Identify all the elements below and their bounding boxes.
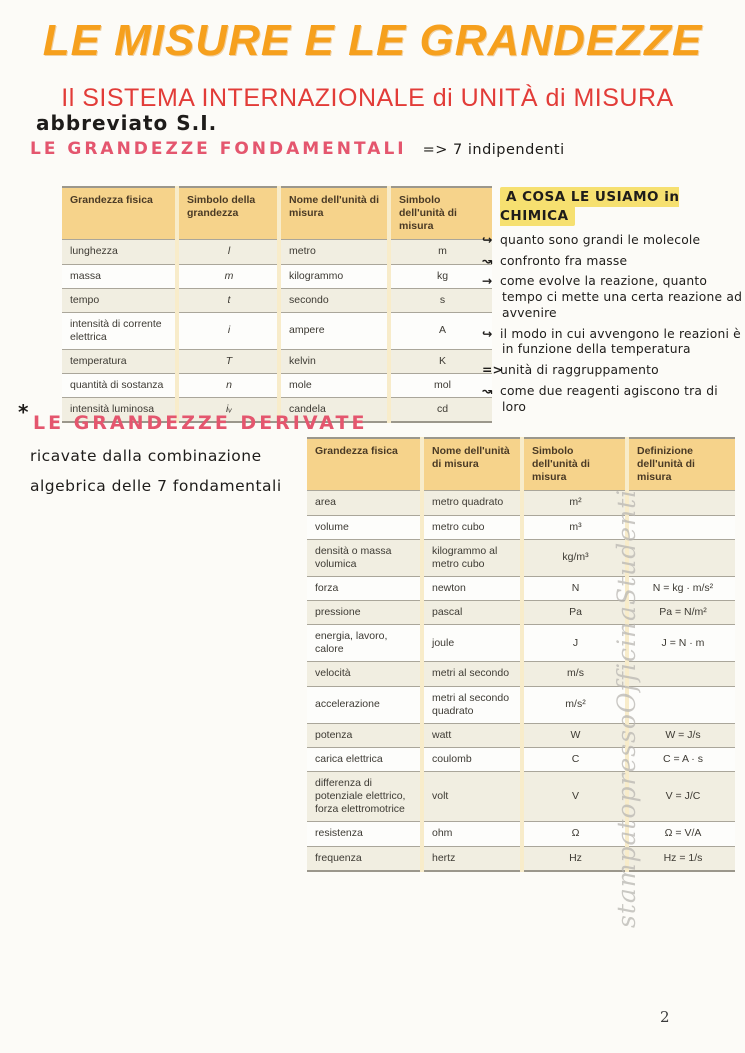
table-cell: temperatura — [62, 350, 177, 374]
column-header: Definizione dell'unità di misura — [627, 438, 735, 491]
table-row — [307, 576, 735, 600]
table-cell: kilogrammo — [279, 264, 389, 288]
derived-subnote-line1: ricavate dalla combinazione — [30, 447, 262, 465]
table-cell: kilogrammo al metro cubo — [422, 539, 522, 576]
table-row — [307, 822, 735, 846]
page-number: 2 — [660, 1008, 670, 1026]
note-text: il modo in cui avvengono le reazioni è in funzione della temperatura — [500, 326, 741, 357]
table-cell: hertz — [422, 846, 522, 871]
table-header-row — [307, 438, 735, 491]
page-title: LE MISURE E LE GRANDEZZE — [42, 16, 703, 65]
table-cell: A — [389, 312, 492, 349]
table-cell: metri al secondo — [422, 662, 522, 686]
column-header: Simbolo dell'unità di misura — [389, 187, 492, 240]
table-cell: iᵥ — [177, 398, 279, 423]
table-cell: Ω — [522, 822, 627, 846]
table-cell: kg/m³ — [522, 539, 627, 576]
table-cell: n — [177, 374, 279, 398]
table-cell: mol — [389, 374, 492, 398]
table-row — [62, 288, 492, 312]
table-cell: t — [177, 288, 279, 312]
arrow-icon: => — [482, 363, 504, 378]
table-cell — [627, 686, 735, 723]
table-cell: m³ — [522, 515, 627, 539]
table-cell: tempo — [62, 288, 177, 312]
table-cell: l — [177, 240, 279, 264]
table-row — [62, 350, 492, 374]
table-cell: metri al secondo quadrato — [422, 686, 522, 723]
table-row — [307, 662, 735, 686]
table-cell: m² — [522, 491, 627, 515]
note-item — [482, 384, 745, 415]
watermark: stampatopressoOfficinaStudenti — [612, 488, 641, 928]
note-text: quanto sono grandi le molecole — [500, 233, 701, 247]
table-row — [62, 374, 492, 398]
table-cell: Ω = V/A — [627, 822, 735, 846]
table-row — [307, 846, 735, 871]
table-cell — [627, 491, 735, 515]
table-cell: intensità di corrente elettrica — [62, 312, 177, 349]
table-cell: quantità di sostanza — [62, 374, 177, 398]
fundamental-quantities-table — [62, 186, 492, 423]
note-item — [482, 274, 745, 321]
arrow-icon: ↝ — [482, 383, 493, 398]
table-cell: metro quadrato — [422, 491, 522, 515]
note-item — [482, 233, 745, 249]
table-cell: m — [389, 240, 492, 264]
table-cell: accelerazione — [307, 686, 422, 723]
table-cell: pascal — [422, 601, 522, 625]
table-cell: carica elettrica — [307, 747, 422, 771]
fundamental-heading-text: LE GRANDEZZE FONDAMENTALI — [30, 139, 407, 159]
table-row — [307, 686, 735, 723]
notes-title — [500, 186, 745, 224]
table-cell: coulomb — [422, 747, 522, 771]
table-header-row — [62, 187, 492, 240]
arrow-icon: ↪ — [482, 326, 493, 341]
note-text: unità di raggruppamento — [500, 363, 659, 378]
table-cell: pressione — [307, 601, 422, 625]
table-cell: J — [522, 625, 627, 662]
table-cell: massa — [62, 264, 177, 288]
table-cell: Pa — [522, 601, 627, 625]
column-header: Grandezza fisica — [307, 438, 422, 491]
table-cell: N — [522, 576, 627, 600]
table-cell: m/s² — [522, 686, 627, 723]
table-row — [307, 491, 735, 515]
table-row — [307, 772, 735, 822]
asterisk-marker: * — [18, 400, 29, 424]
table-cell: potenza — [307, 723, 422, 747]
table-cell: T — [177, 350, 279, 374]
table-cell: i — [177, 312, 279, 349]
table-cell: joule — [422, 625, 522, 662]
notes-list — [482, 233, 745, 415]
table-cell: ohm — [422, 822, 522, 846]
table-cell: metro cubo — [422, 515, 522, 539]
table-cell: J = N · m — [627, 625, 735, 662]
derived-subnote-line2: algebrica delle 7 fondamentali — [30, 477, 282, 495]
table-cell: kelvin — [279, 350, 389, 374]
table-row — [307, 539, 735, 576]
note-text: come due reagenti agiscono tra di loro — [500, 383, 718, 414]
table-row — [307, 625, 735, 662]
table-cell: V = J/C — [627, 772, 735, 822]
table-cell: K — [389, 350, 492, 374]
table-cell — [627, 515, 735, 539]
note-text: confronto fra masse — [500, 253, 628, 268]
table-row — [307, 723, 735, 747]
table-cell: V — [522, 772, 627, 822]
table-cell: W — [522, 723, 627, 747]
derived-section-heading: LE GRANDEZZE DERIVATE — [33, 412, 368, 434]
chemistry-usage-notes — [482, 186, 745, 420]
table-cell: watt — [422, 723, 522, 747]
table-row — [307, 601, 735, 625]
table-cell: ampere — [279, 312, 389, 349]
table-cell: energia, lavoro, calore — [307, 625, 422, 662]
table-cell: Pa = N/m² — [627, 601, 735, 625]
table-cell: Hz — [522, 846, 627, 871]
table-cell: volt — [422, 772, 522, 822]
table-row — [62, 312, 492, 349]
table-row — [307, 515, 735, 539]
table-cell: area — [307, 491, 422, 515]
table-cell: resistenza — [307, 822, 422, 846]
column-header: Simbolo dell'unità di misura — [522, 438, 627, 491]
table-cell: lunghezza — [62, 240, 177, 264]
note-item — [482, 327, 745, 358]
table-cell: cd — [389, 398, 492, 423]
arrow-icon: ↝ — [482, 253, 493, 268]
table-row — [307, 747, 735, 771]
column-header: Nome dell'unità di misura — [422, 438, 522, 491]
derived-quantities-table — [307, 437, 735, 872]
table-cell: C = A · s — [627, 747, 735, 771]
table-cell — [627, 539, 735, 576]
abbreviation-note: abbreviato S.I. — [36, 111, 218, 135]
table-cell: metro — [279, 240, 389, 264]
table-cell: velocità — [307, 662, 422, 686]
table-cell: Hz = 1/s — [627, 846, 735, 871]
table-cell: kg — [389, 264, 492, 288]
fundamental-heading-note: => 7 indipendenti — [422, 142, 565, 158]
table-cell: newton — [422, 576, 522, 600]
page-subtitle: Il SISTEMA INTERNAZIONALE di UNITÀ di MISURA — [61, 84, 674, 112]
table-cell: differenza di potenziale elettrico, forza elettromotrice — [307, 772, 422, 822]
column-header: Grandezza fisica — [62, 187, 177, 240]
note-text: come evolve la reazione, quanto tempo ci mette una certa reazione ad avvenire — [500, 274, 743, 320]
arrow-icon: → — [482, 274, 493, 289]
table-row — [62, 264, 492, 288]
table-cell: densità o massa volumica — [307, 539, 422, 576]
fundamental-section-heading — [30, 139, 565, 159]
column-header: Simbolo della grandezza — [177, 187, 279, 240]
table-cell: C — [522, 747, 627, 771]
table-cell: volume — [307, 515, 422, 539]
table-row — [62, 240, 492, 264]
notes-title-highlight: A COSA LE USIAMO in CHIMICA — [500, 189, 680, 224]
table-cell: forza — [307, 576, 422, 600]
arrow-icon: ↪ — [482, 233, 493, 247]
table-cell: mole — [279, 374, 389, 398]
table-cell: secondo — [279, 288, 389, 312]
table-cell: N = kg · m/s² — [627, 576, 735, 600]
table-cell: W = J/s — [627, 723, 735, 747]
table-cell: intensità luminosa — [62, 398, 177, 423]
table-cell — [627, 662, 735, 686]
table-cell: m/s — [522, 662, 627, 686]
table-cell: frequenza — [307, 846, 422, 871]
column-header: Nome dell'unità di misura — [279, 187, 389, 240]
note-item — [482, 363, 745, 379]
table-cell: s — [389, 288, 492, 312]
note-item — [482, 254, 745, 270]
table-cell: m — [177, 264, 279, 288]
table-cell: candela — [279, 398, 389, 423]
